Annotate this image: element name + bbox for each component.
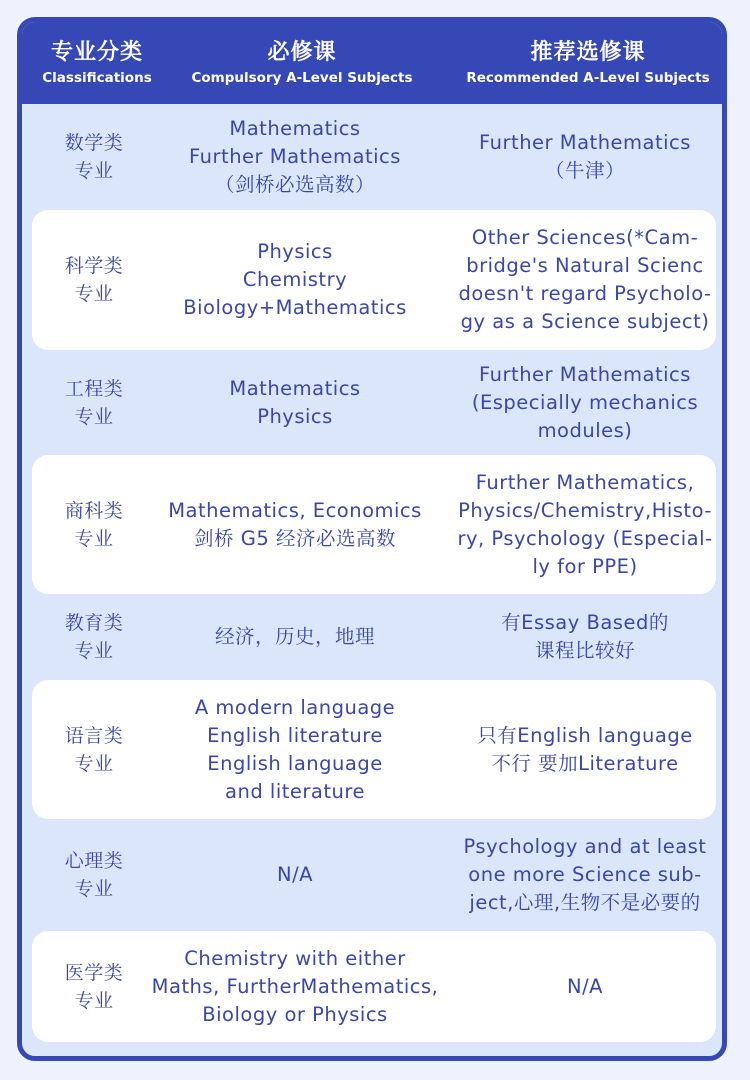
compulsory-cell [156,819,434,931]
compulsory-cell [151,931,439,1042]
category-line: 专业 [74,989,114,1012]
compulsory-line: Mathematics [229,376,361,400]
compulsory-line: Biology+Mathematics [183,296,407,319]
recommended-line: Other Sciences(*Cam- [471,226,699,249]
recommended-line: Further Mathematics, [475,470,695,494]
compulsory-cell [156,455,434,594]
recommended-line: Physics/Chemistry,Histo- [458,498,712,522]
category-cell [32,350,156,455]
compulsory-cell [156,594,434,680]
recommended-line: ry, Psychology (Especial- [457,526,713,550]
recommended-cell [452,210,718,350]
category-line: 商科类 [64,499,124,522]
recommended-line: (Especially mechanics [471,390,699,414]
category-line: 医学类 [64,961,124,984]
header-compulsory [172,22,432,104]
category-line: 科学类 [64,255,124,277]
recommended-line: modules) [537,418,633,442]
category-cell [32,210,156,350]
compulsory-cell [156,350,434,455]
recommended-cell [452,455,718,594]
category-line: 工程类 [64,377,124,400]
recommended-cell [452,350,718,455]
header-classifications-zh: 专业分类 [50,40,143,65]
compulsory-line: Physics [257,404,333,428]
recommended-cell [452,104,718,210]
table-header [22,22,722,104]
header-recommended [454,22,722,104]
compulsory-line: Chemistry with either [184,946,406,970]
compulsory-line: Maths, FurtherMathematics, [151,974,439,998]
compulsory-line: Physics [257,240,333,263]
category-line: 心理类 [64,850,124,872]
compulsory-line: Biology or Physics [202,1002,388,1026]
category-line: 专业 [74,752,114,775]
compulsory-cell [156,680,434,819]
compulsory-line: 经济，历史，地理 [214,625,375,648]
category-line: 专业 [74,640,114,662]
table-row [32,819,716,931]
compulsory-line: 剑桥 G5 经济必选高数 [194,526,396,550]
table-row [32,594,716,680]
category-line: 专业 [74,878,114,900]
compulsory-line: A modern language [194,695,396,719]
recommended-line: 课程比较好 [534,639,635,662]
header-recommended-en: Recommended A-Level Subjects [466,70,710,86]
header-compulsory-zh: 必修课 [267,40,337,65]
category-line: 数学类 [64,132,124,154]
compulsory-line: （剑桥必选高数） [214,173,375,196]
table-row [32,455,716,594]
recommended-cell [452,680,718,819]
category-cell [32,104,156,210]
subjects-table [17,17,727,1061]
category-line: 专业 [74,405,114,428]
compulsory-line: English literature [207,723,383,747]
recommended-line: 只有English language [477,723,693,747]
table-row [32,931,716,1042]
table-row [32,680,716,819]
recommended-line: one more Science sub- [468,863,702,886]
compulsory-line: Further Mathematics [189,145,401,168]
category-cell [32,594,156,680]
compulsory-line: Chemistry [242,268,348,291]
recommended-line: N/A [567,974,603,998]
compulsory-line: Mathematics, Economics [168,498,422,522]
compulsory-line: N/A [277,863,313,886]
category-cell [32,819,156,931]
recommended-line: ly for PPE) [532,554,638,578]
recommended-cell [452,594,718,680]
category-line: 专业 [74,283,114,305]
recommended-line: ject,心理,生物不是必要的 [469,891,701,914]
recommended-line: 有Essay Based的 [501,611,669,634]
header-classifications-en: Classifications [42,70,152,86]
compulsory-line: and literature [225,779,365,803]
recommended-line: doesn't regard Psycholo- [458,282,712,305]
recommended-cell [452,931,718,1042]
recommended-line: （牛津） [544,159,625,182]
recommended-line: gy as a Science subject) [460,310,710,333]
compulsory-cell [156,210,434,350]
recommended-line: Further Mathematics [479,362,691,386]
recommended-line: Psychology and at least [463,835,707,858]
recommended-line: Further Mathematics [479,131,691,154]
category-cell [32,931,156,1042]
category-line: 专业 [74,527,114,550]
category-cell [32,455,156,594]
table-row [32,350,716,455]
header-compulsory-en: Compulsory A-Level Subjects [191,70,413,86]
category-cell [32,680,156,819]
recommended-line: 不行 要加Literature [491,751,679,775]
recommended-cell [452,819,718,931]
table-row [32,104,716,210]
compulsory-cell [156,104,434,210]
category-line: 教育类 [64,612,124,634]
compulsory-line: English language [207,751,383,775]
table-row [32,210,716,350]
category-line: 专业 [74,160,114,182]
header-recommended-zh: 推荐选修课 [530,40,646,65]
header-classifications [22,22,172,104]
recommended-line: bridge's Natural Scienc [466,254,704,277]
category-line: 语言类 [64,724,124,747]
compulsory-line: Mathematics [229,117,361,140]
